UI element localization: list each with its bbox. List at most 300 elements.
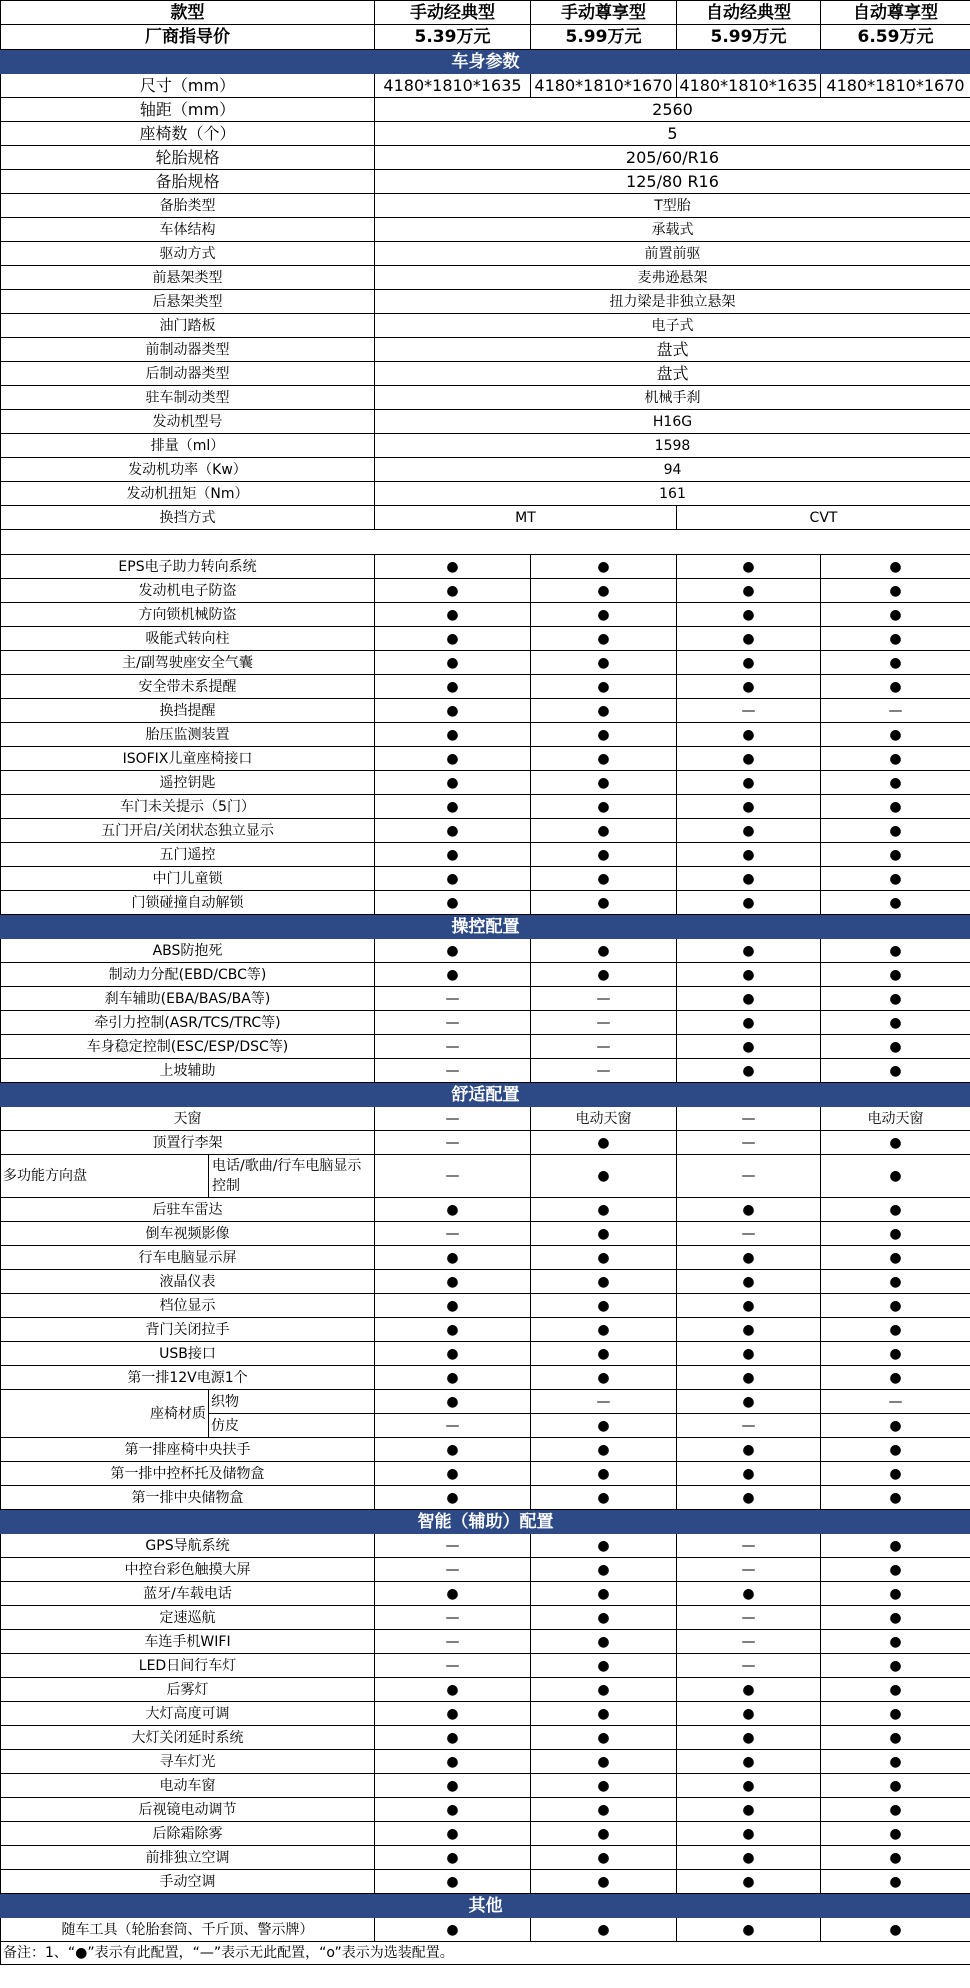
feature-value-yes: ●: [821, 1750, 970, 1774]
feature-label: USB接口: [1, 1342, 375, 1366]
feature-row: [1, 1246, 970, 1270]
feature-value-yes: ●: [375, 1486, 531, 1510]
footnote-row: [1, 1942, 970, 1965]
section-header-row: [1, 915, 970, 939]
feature-label: 备胎规格: [1, 170, 375, 194]
feature-value-yes: ●: [375, 1750, 531, 1774]
feature-label: 制动力分配(EBD/CBC等): [1, 963, 375, 987]
feature-value-yes: ●: [677, 747, 821, 771]
feature-group-label: 多功能方向盘: [1, 1155, 209, 1198]
feature-row: [1, 482, 970, 506]
feature-value-shared: 盘式: [375, 362, 970, 386]
feature-label: ISOFIX儿童座椅接口: [1, 747, 375, 771]
feature-value-yes: ●: [821, 867, 970, 891]
feature-label: 前制动器类型: [1, 338, 375, 362]
feature-value-shared: 1598: [375, 434, 970, 458]
section-header-row: [1, 1083, 970, 1107]
feature-value-yes: ●: [531, 1678, 677, 1702]
feature-value-yes: ●: [375, 1582, 531, 1606]
feature-value-no: —: [677, 1654, 821, 1678]
feature-row: [1, 290, 970, 314]
feature-value-yes: ●: [677, 1798, 821, 1822]
feature-row: [1, 987, 970, 1011]
feature-value-yes: ●: [821, 579, 970, 603]
feature-value-yes: ●: [677, 1198, 821, 1222]
feature-value-yes: ●: [821, 1342, 970, 1366]
feature-value-yes: ●: [375, 1822, 531, 1846]
feature-value-yes: ●: [821, 723, 970, 747]
feature-value-no: —: [375, 1534, 531, 1558]
feature-value-yes: ●: [677, 1774, 821, 1798]
feature-label: 车体结构: [1, 218, 375, 242]
feature-label: 五门遥控: [1, 843, 375, 867]
feature-value-yes: ●: [531, 579, 677, 603]
feature-value-yes: ●: [821, 675, 970, 699]
feature-value-text: 电动天窗: [531, 1107, 677, 1131]
feature-value-yes: ●: [531, 867, 677, 891]
feature-value-text: 4180*1810*1670: [821, 74, 970, 98]
feature-row: [1, 1131, 970, 1155]
feature-label: 行车电脑显示屏: [1, 1246, 375, 1270]
feature-value-yes: ●: [677, 939, 821, 963]
feature-value-yes: ●: [375, 1294, 531, 1318]
feature-value-no: —: [677, 1558, 821, 1582]
feature-value-yes: ●: [821, 987, 970, 1011]
feature-value-yes: ●: [821, 1798, 970, 1822]
feature-value-yes: ●: [531, 699, 677, 723]
feature-value-yes: ●: [677, 1918, 821, 1942]
feature-value-yes: ●: [375, 795, 531, 819]
feature-value-yes: ●: [531, 627, 677, 651]
feature-value-no: —: [375, 1155, 531, 1198]
feature-label: 后雾灯: [1, 1678, 375, 1702]
feature-value-yes: ●: [821, 1606, 970, 1630]
feature-value-yes: ●: [531, 1534, 677, 1558]
model-name: 自动经典型: [677, 1, 821, 25]
feature-value-yes: ●: [821, 963, 970, 987]
feature-row: [1, 939, 970, 963]
feature-value-yes: ●: [531, 795, 677, 819]
feature-label: 牵引力控制(ASR/TCS/TRC等): [1, 1011, 375, 1035]
feature-value-yes: ●: [821, 627, 970, 651]
feature-value-yes: ●: [375, 1726, 531, 1750]
model-name: 自动尊享型: [821, 1, 970, 25]
feature-value-no: —: [375, 1035, 531, 1059]
feature-row: [1, 1462, 970, 1486]
blank-row: [1, 530, 970, 555]
feature-value-yes: ●: [821, 603, 970, 627]
feature-value-yes: ●: [677, 819, 821, 843]
feature-value-yes: ●: [531, 1774, 677, 1798]
feature-label: 主/副驾驶座安全气囊: [1, 651, 375, 675]
feature-value-yes: ●: [677, 627, 821, 651]
feature-value-yes: ●: [821, 1011, 970, 1035]
feature-value-yes: ●: [821, 1246, 970, 1270]
feature-label: 前排独立空调: [1, 1846, 375, 1870]
feature-value-yes: ●: [821, 1558, 970, 1582]
feature-label: 轴距（mm）: [1, 98, 375, 122]
feature-row: [1, 891, 970, 915]
feature-label: 五门开启/关闭状态独立显示: [1, 819, 375, 843]
feature-value-yes: ●: [821, 1774, 970, 1798]
feature-row: [1, 867, 970, 891]
feature-value-yes: ●: [531, 1702, 677, 1726]
feature-value-no: —: [531, 1011, 677, 1035]
feature-value-yes: ●: [531, 771, 677, 795]
feature-value-yes: ●: [531, 1155, 677, 1198]
feature-value-yes: ●: [531, 1486, 677, 1510]
feature-label: 尺寸（mm）: [1, 74, 375, 98]
feature-value-yes: ●: [677, 963, 821, 987]
feature-value-yes: ●: [531, 1294, 677, 1318]
feature-label: 前悬架类型: [1, 266, 375, 290]
feature-value-no: —: [531, 987, 677, 1011]
feature-label: 背门关闭拉手: [1, 1318, 375, 1342]
feature-value-no: —: [375, 1558, 531, 1582]
feature-value-yes: ●: [375, 555, 531, 579]
feature-value-yes: ●: [821, 843, 970, 867]
feature-value-yes: ●: [821, 1726, 970, 1750]
feature-value-yes: ●: [677, 987, 821, 1011]
feature-label: 门锁碰撞自动解锁: [1, 891, 375, 915]
feature-label: 第一排中央储物盒: [1, 1486, 375, 1510]
feature-value-yes: ●: [375, 1318, 531, 1342]
feature-value-yes: ●: [531, 723, 677, 747]
feature-row: [1, 170, 970, 194]
feature-value-shared: T型胎: [375, 194, 970, 218]
feature-value-yes: ●: [677, 795, 821, 819]
feature-value-yes: ●: [821, 1582, 970, 1606]
feature-label: 电动车窗: [1, 1774, 375, 1798]
feature-value-yes: ●: [531, 1558, 677, 1582]
feature-value-yes: ●: [531, 843, 677, 867]
feature-row: [1, 555, 970, 579]
feature-value-no: —: [375, 1131, 531, 1155]
feature-value-yes: ●: [821, 1059, 970, 1083]
feature-value-yes: ●: [821, 1846, 970, 1870]
feature-label: 定速巡航: [1, 1606, 375, 1630]
spec-table-body: [1, 1, 970, 1965]
model-price: 5.99万元: [531, 25, 677, 50]
feature-row: [1, 1486, 970, 1510]
feature-value-yes: ●: [531, 1270, 677, 1294]
feature-label: 天窗: [1, 1107, 375, 1131]
feature-value-yes: ●: [821, 795, 970, 819]
transmission-auto: CVT: [677, 506, 970, 530]
feature-row: [1, 1222, 970, 1246]
feature-value-shared: 扭力梁是非独立悬架: [375, 290, 970, 314]
feature-value-shared: 机械手刹: [375, 386, 970, 410]
feature-row: [1, 1438, 970, 1462]
feature-value-shared: 205/60/R16: [375, 146, 970, 170]
feature-row: [1, 146, 970, 170]
feature-value-yes: ●: [375, 843, 531, 867]
feature-value-yes: ●: [677, 651, 821, 675]
feature-value-text: 4180*1810*1635: [677, 74, 821, 98]
feature-value-shared: H16G: [375, 410, 970, 434]
feature-row: [1, 651, 970, 675]
feature-value-yes: ●: [531, 1630, 677, 1654]
feature-value-shared: 盘式: [375, 338, 970, 362]
feature-value-no: —: [677, 1131, 821, 1155]
feature-label: 后制动器类型: [1, 362, 375, 386]
feature-row: [1, 242, 970, 266]
feature-value-yes: ●: [531, 1366, 677, 1390]
section-title: 车身参数: [1, 50, 970, 74]
feature-row: [1, 579, 970, 603]
header-label: 款型: [1, 1, 375, 25]
feature-value-yes: ●: [821, 1702, 970, 1726]
feature-value-shared: 94: [375, 458, 970, 482]
feature-value-yes: ●: [677, 675, 821, 699]
feature-value-yes: ●: [375, 699, 531, 723]
feature-sub-label: 织物: [209, 1390, 375, 1414]
model-name: 手动经典型: [375, 1, 531, 25]
feature-value-yes: ●: [531, 1822, 677, 1846]
feature-row: [1, 771, 970, 795]
feature-value-no: —: [375, 1606, 531, 1630]
feature-label: 车连手机WIFI: [1, 1630, 375, 1654]
feature-label: 方向锁机械防盗: [1, 603, 375, 627]
feature-row: [1, 194, 970, 218]
section-title: 舒适配置: [1, 1083, 970, 1107]
feature-row: [1, 1318, 970, 1342]
feature-row: [1, 1534, 970, 1558]
feature-value-yes: ●: [531, 1131, 677, 1155]
feature-label: 车门未关提示（5门）: [1, 795, 375, 819]
feature-value-yes: ●: [821, 1270, 970, 1294]
feature-row: [1, 1678, 970, 1702]
transmission-manual: MT: [375, 506, 677, 530]
feature-value-yes: ●: [375, 651, 531, 675]
feature-value-yes: ●: [821, 747, 970, 771]
feature-row: [1, 1107, 970, 1131]
feature-label: 车身稳定控制(ESC/ESP/DSC等): [1, 1035, 375, 1059]
feature-label: 随车工具（轮胎套筒、千斤顶、警示牌）: [1, 1918, 375, 1942]
feature-label: 第一排12V电源1个: [1, 1366, 375, 1390]
feature-value-yes: ●: [821, 891, 970, 915]
feature-row: [1, 1726, 970, 1750]
feature-value-yes: ●: [821, 1366, 970, 1390]
feature-row: [1, 1059, 970, 1083]
feature-value-yes: ●: [531, 1798, 677, 1822]
feature-value-no: —: [531, 1390, 677, 1414]
feature-value-yes: ●: [531, 1462, 677, 1486]
feature-row: [1, 1011, 970, 1035]
section-title: 其他: [1, 1894, 970, 1918]
feature-row: [1, 338, 970, 362]
feature-row: [1, 98, 970, 122]
feature-value-yes: ●: [677, 843, 821, 867]
feature-label: ABS防抱死: [1, 939, 375, 963]
feature-value-yes: ●: [677, 1678, 821, 1702]
feature-value-yes: ●: [531, 1606, 677, 1630]
feature-value-yes: ●: [677, 1846, 821, 1870]
feature-label: 发动机型号: [1, 410, 375, 434]
feature-value-yes: ●: [677, 891, 821, 915]
feature-value-yes: ●: [375, 1390, 531, 1414]
feature-value-no: —: [677, 699, 821, 723]
feature-value-yes: ●: [821, 1222, 970, 1246]
feature-value-no: —: [375, 1630, 531, 1654]
feature-value-yes: ●: [677, 771, 821, 795]
section-title: 智能（辅助）配置: [1, 1510, 970, 1534]
feature-row: [1, 1654, 970, 1678]
feature-value-yes: ●: [821, 1630, 970, 1654]
feature-value-yes: ●: [375, 1798, 531, 1822]
feature-value-yes: ●: [531, 603, 677, 627]
feature-value-yes: ●: [375, 1870, 531, 1894]
feature-value-no: —: [677, 1155, 821, 1198]
feature-row: [1, 1846, 970, 1870]
feature-value-yes: ●: [531, 1342, 677, 1366]
feature-row: [1, 795, 970, 819]
feature-value-yes: ●: [375, 1246, 531, 1270]
feature-group-label: 座椅材质: [1, 1390, 209, 1438]
section-header-row: [1, 1510, 970, 1534]
feature-value-yes: ●: [821, 939, 970, 963]
feature-value-yes: ●: [821, 1198, 970, 1222]
feature-value-yes: ●: [821, 1462, 970, 1486]
feature-row: [1, 506, 970, 530]
feature-value-yes: ●: [821, 651, 970, 675]
feature-value-no: —: [677, 1534, 821, 1558]
feature-value-yes: ●: [821, 1318, 970, 1342]
feature-row: [1, 1606, 970, 1630]
feature-value-yes: ●: [375, 1462, 531, 1486]
feature-row: [1, 1822, 970, 1846]
feature-value-yes: ●: [677, 1582, 821, 1606]
feature-label: 发动机电子防盗: [1, 579, 375, 603]
feature-label: 后除霜除雾: [1, 1822, 375, 1846]
feature-value-yes: ●: [375, 1438, 531, 1462]
feature-value-yes: ●: [677, 1318, 821, 1342]
feature-value-yes: ●: [677, 1270, 821, 1294]
feature-label: 排量（ml）: [1, 434, 375, 458]
feature-value-yes: ●: [821, 1654, 970, 1678]
feature-value-yes: ●: [677, 1870, 821, 1894]
feature-value-yes: ●: [531, 891, 677, 915]
feature-value-yes: ●: [677, 1702, 821, 1726]
feature-value-yes: ●: [375, 1198, 531, 1222]
feature-value-no: —: [821, 699, 970, 723]
feature-value-no: —: [375, 1654, 531, 1678]
feature-row: [1, 410, 970, 434]
feature-value-shared: 5: [375, 122, 970, 146]
feature-value-yes: ●: [375, 963, 531, 987]
feature-value-yes: ●: [531, 1246, 677, 1270]
feature-value-no: —: [375, 1222, 531, 1246]
feature-value-yes: ●: [375, 1342, 531, 1366]
feature-row: [1, 963, 970, 987]
feature-row: [1, 843, 970, 867]
feature-label: 座椅数（个）: [1, 122, 375, 146]
feature-label: 换挡提醒: [1, 699, 375, 723]
feature-label: 手动空调: [1, 1870, 375, 1894]
feature-value-yes: ●: [375, 723, 531, 747]
blank-cell: [1, 530, 970, 555]
feature-label: 换挡方式: [1, 506, 375, 530]
feature-value-yes: ●: [531, 1222, 677, 1246]
feature-value-yes: ●: [677, 1726, 821, 1750]
feature-row: [1, 1155, 970, 1198]
feature-value-no: —: [375, 1414, 531, 1438]
feature-value-yes: ●: [677, 1390, 821, 1414]
feature-label: 发动机功率（Kw）: [1, 458, 375, 482]
feature-row: [1, 675, 970, 699]
feature-label: 后悬架类型: [1, 290, 375, 314]
feature-value-yes: ●: [375, 1678, 531, 1702]
feature-row: [1, 1774, 970, 1798]
feature-value-no: —: [531, 1035, 677, 1059]
feature-row: [1, 747, 970, 771]
feature-value-yes: ●: [677, 1011, 821, 1035]
feature-value-yes: ●: [375, 1918, 531, 1942]
feature-value-shared: 2560: [375, 98, 970, 122]
feature-row: [1, 1870, 970, 1894]
feature-label: 大灯高度可调: [1, 1702, 375, 1726]
feature-value-shared: 承载式: [375, 218, 970, 242]
price-label: 厂商指导价: [1, 25, 375, 50]
feature-value-no: —: [677, 1222, 821, 1246]
feature-value-yes: ●: [677, 1822, 821, 1846]
feature-value-yes: ●: [821, 1870, 970, 1894]
feature-row: [1, 819, 970, 843]
feature-value-yes: ●: [677, 603, 821, 627]
feature-label: 第一排中控杯托及储物盒: [1, 1462, 375, 1486]
feature-value-yes: ●: [375, 1702, 531, 1726]
feature-value-yes: ●: [375, 771, 531, 795]
feature-row: [1, 1270, 970, 1294]
feature-row: [1, 1390, 970, 1414]
feature-row: [1, 74, 970, 98]
feature-label: 安全带未系提醒: [1, 675, 375, 699]
feature-value-yes: ●: [531, 1414, 677, 1438]
feature-value-yes: ●: [677, 1366, 821, 1390]
feature-value-no: —: [821, 1390, 970, 1414]
feature-label: 胎压监测装置: [1, 723, 375, 747]
feature-value-yes: ●: [821, 1822, 970, 1846]
feature-value-yes: ●: [531, 1846, 677, 1870]
feature-label: 油门踏板: [1, 314, 375, 338]
feature-value-yes: ●: [821, 1035, 970, 1059]
feature-value-no: —: [677, 1414, 821, 1438]
feature-value-yes: ●: [375, 1270, 531, 1294]
feature-sub-label: 仿皮: [209, 1414, 375, 1438]
feature-row: [1, 218, 970, 242]
feature-value-yes: ●: [531, 555, 677, 579]
feature-value-yes: ●: [677, 1342, 821, 1366]
model-price: 5.99万元: [677, 25, 821, 50]
feature-row: [1, 1750, 970, 1774]
feature-value-no: —: [677, 1630, 821, 1654]
feature-value-yes: ●: [375, 675, 531, 699]
feature-label: 备胎类型: [1, 194, 375, 218]
feature-label: 蓝牙/车载电话: [1, 1582, 375, 1606]
feature-label: 发动机扭矩（Nm）: [1, 482, 375, 506]
feature-value-yes: ●: [821, 771, 970, 795]
feature-value-yes: ●: [531, 747, 677, 771]
feature-value-yes: ●: [821, 1294, 970, 1318]
feature-sub-label: 电话/歌曲/行车电脑显示控制: [209, 1155, 375, 1198]
feature-row: [1, 1366, 970, 1390]
feature-label: 液晶仪表: [1, 1270, 375, 1294]
feature-label: LED日间行车灯: [1, 1654, 375, 1678]
feature-row: [1, 434, 970, 458]
feature-label: 第一排座椅中央扶手: [1, 1438, 375, 1462]
feature-value-yes: ●: [677, 579, 821, 603]
section-title: 操控配置: [1, 915, 970, 939]
